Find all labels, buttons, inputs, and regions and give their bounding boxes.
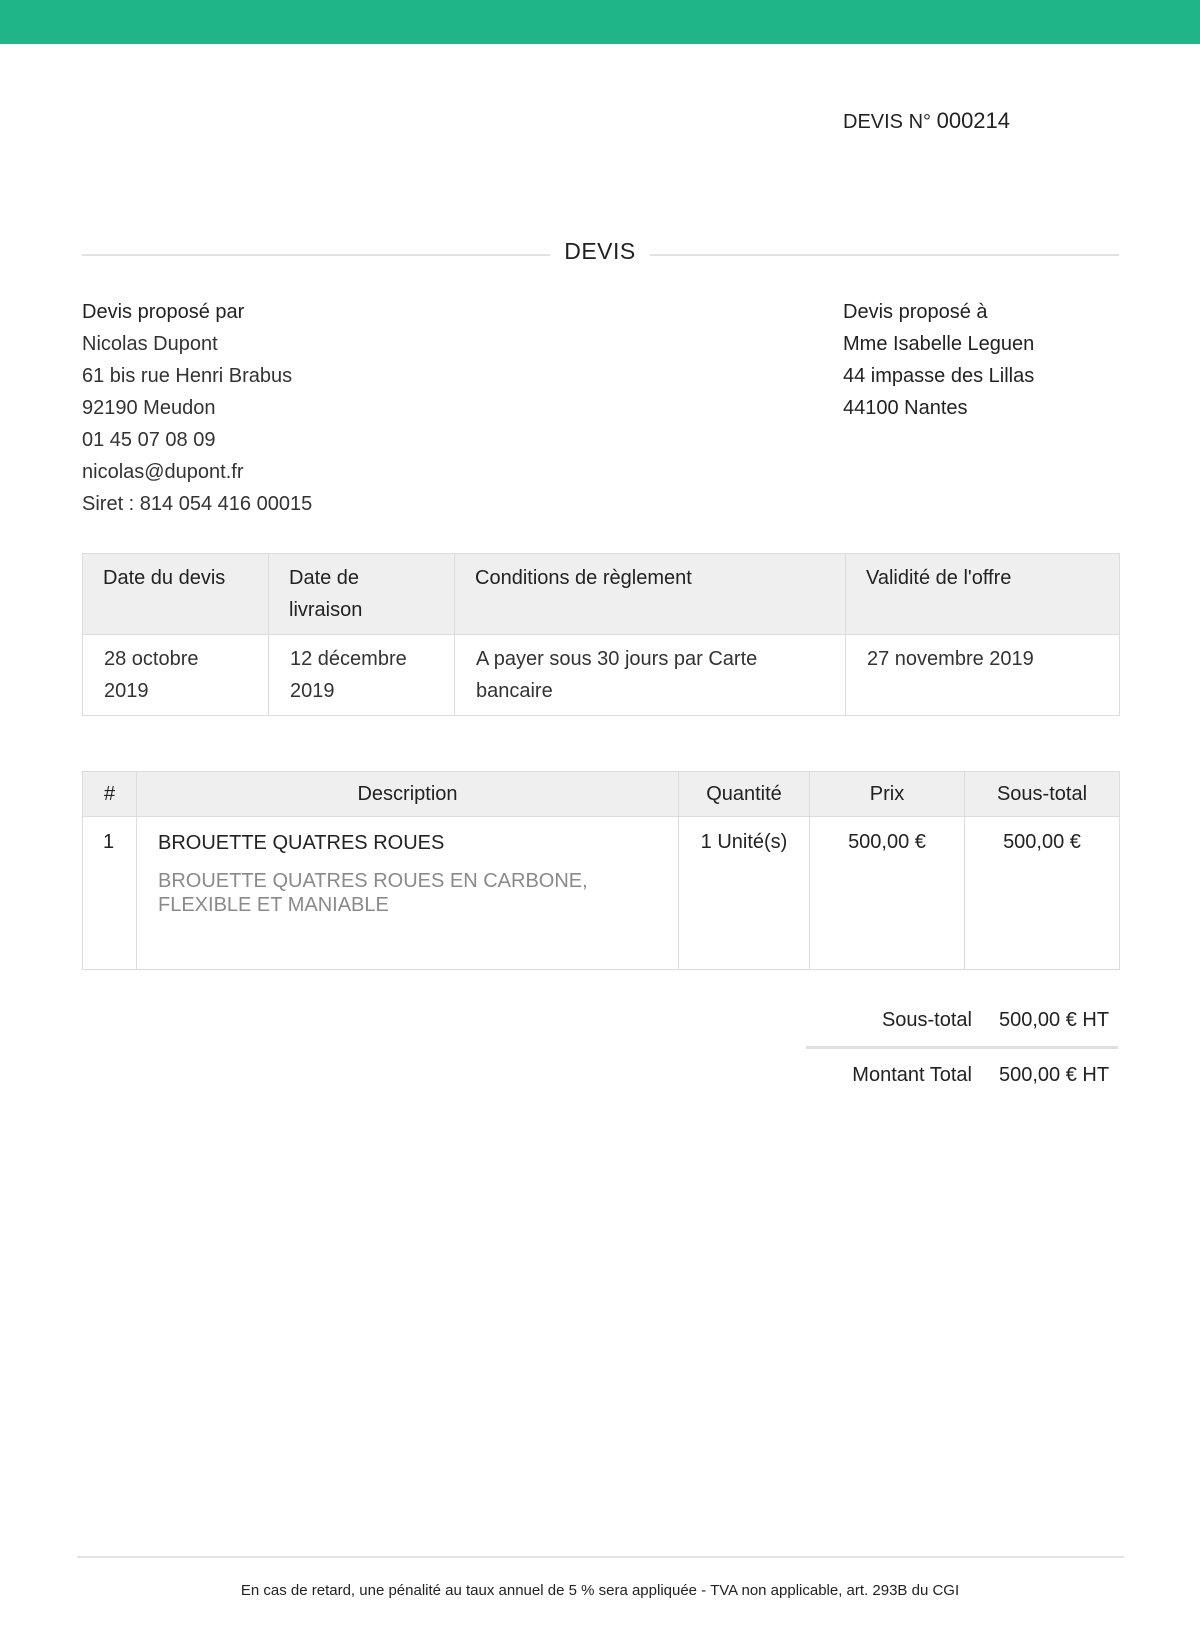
item-description: BROUETTE QUATRES ROUES EN CARBONE, FLEXIBLE ET MANIABLE — [158, 870, 588, 916]
footer-legal-note: En cas de retard, une pénalité au taux annuel de 5 % sera appliquée - TVA non applicable, art. 293B du CGI — [240, 1582, 960, 1599]
recipient-name: Mme Isabelle Leguen — [843, 333, 1035, 355]
items-header-price: Prix — [810, 772, 965, 817]
items-table — [82, 771, 1120, 970]
sender-address-line1: 61 bis rue Henri Brabus — [82, 365, 293, 387]
info-header-delivery-date: Date de livraison — [269, 554, 455, 635]
info-offer-validity: 27 novembre 2019 — [846, 635, 1120, 716]
footer-divider — [77, 1556, 1124, 1558]
quote-number-label: DEVIS N° — [843, 111, 932, 133]
recipient-address-line2: 44100 Nantes — [843, 397, 968, 419]
items-header-row — [83, 772, 1120, 817]
sender-siret: Siret : 814 054 416 00015 — [82, 493, 313, 515]
item-description-cell — [137, 817, 679, 970]
items-header-subtotal: Sous-total — [965, 772, 1120, 817]
info-quote-date: 28 octobre 2019 — [83, 635, 269, 716]
totals-block — [806, 1002, 1118, 1093]
sender-address-line2: 92190 Meudon — [82, 397, 216, 419]
item-subtotal: 500,00 € — [965, 817, 1120, 970]
recipient-address-line1: 44 impasse des Lillas — [843, 365, 1035, 387]
total-row — [806, 1057, 1118, 1093]
subtotal-value: 500,00 € HT — [999, 1008, 1110, 1031]
recipient-block — [843, 296, 1034, 424]
items-header-description: Description — [137, 772, 679, 817]
info-value-row — [83, 635, 1120, 716]
info-payment-terms: A payer sous 30 jours par Carte bancaire — [455, 635, 846, 716]
recipient-heading: Devis proposé à — [843, 301, 988, 323]
sender-block — [82, 296, 312, 520]
title-divider-right — [650, 254, 1119, 256]
sender-heading: Devis proposé par — [82, 301, 245, 323]
title-divider-left — [82, 254, 550, 256]
document-title-row — [82, 236, 1119, 272]
header-accent-bar — [0, 0, 1200, 44]
quote-number — [843, 108, 1010, 134]
info-header-offer-validity: Validité de l'offre — [846, 554, 1120, 635]
info-header-quote-date: Date du devis — [83, 554, 269, 635]
sender-email: nicolas@dupont.fr — [82, 461, 244, 483]
item-price: 500,00 € — [810, 817, 965, 970]
total-label: Montant Total — [852, 1063, 972, 1086]
info-header-row — [83, 554, 1120, 635]
info-header-payment-terms: Conditions de règlement — [455, 554, 846, 635]
subtotal-label: Sous-total — [881, 1008, 972, 1031]
items-header-quantity: Quantité — [679, 772, 810, 817]
item-quantity: 1 Unité(s) — [679, 817, 810, 970]
info-delivery-date: 12 décembre 2019 — [269, 635, 455, 716]
item-number: 1 — [83, 817, 137, 970]
table-row — [83, 817, 1120, 970]
quote-info-table — [82, 553, 1120, 716]
subtotal-row — [806, 1002, 1118, 1038]
quote-number-value: 000214 — [936, 108, 1011, 133]
items-header-number: # — [83, 772, 137, 817]
totals-divider — [806, 1046, 1118, 1049]
document-title: DEVIS — [564, 238, 636, 264]
sender-name: Nicolas Dupont — [82, 333, 218, 355]
item-name: BROUETTE QUATRES ROUES — [158, 832, 445, 854]
total-value: 500,00 € HT — [999, 1063, 1110, 1086]
sender-phone: 01 45 07 08 09 — [82, 429, 216, 451]
